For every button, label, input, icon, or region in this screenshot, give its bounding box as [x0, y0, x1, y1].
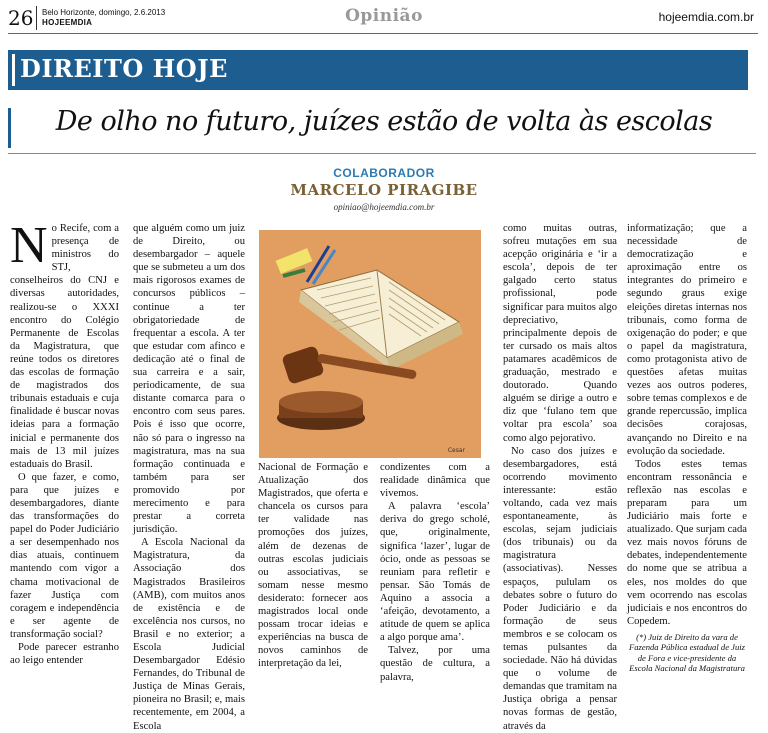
page-header [0, 0, 768, 36]
article-column-6 [627, 222, 747, 674]
paragraph: que alguém como um juiz de Direito, ou desembargador – aquele que se submeteu a um dos mais rigorosos exames de concursos públicos – continue a ter obrigatoriedade de frequentar a escola. A ter que estudar com afinco e dedicação até o final de sua carreira e a sair, periodicamente, de sua distante comarca para o encontro com seus pares. Pois é isso que ocorre, não só para o ingresso na magistratura, mas na sua formação continuada e também para ser promovido por merecimento e para prestar a correta jurisdição. [133, 223, 245, 536]
author-note: (*) Juiz de Direito da vara de Fazenda Pública estadual de Juiz de Fora e vice-presidente da Escola Nacional da Magistratura [629, 631, 745, 674]
paragraph: A Escola Nacional da Magistratura, da Associação dos Magistrados Brasileiros (AMB), com muitos anos de existência e de excelência nos cursos, no Brasil e no exterior; a Escola Judicial Desembargador Edésio Fernandes, do Tribunal de Justiça de Minas Gerais, pioneira no Brasil; e, mais recentemente, em 2004, a Escola [133, 537, 245, 732]
dateline-text: Belo Horizonte, domingo, 2.6.2013 [42, 8, 166, 17]
paper-name: HOJEEMDIA [42, 18, 93, 27]
paragraph: Todos estes temas encontram ressonância e reflexão nas escolas e preparam para um Judiciário mais forte e atualizado. Que surjam cada vez mais novos fóruns de debates, independentemente do nome que se atribua a eles, nos moldes do que vem ocorrendo nas escolas judiciais e nos encontros do Copedem. [627, 458, 748, 627]
paragraph: No Recife, com a presença de ministros do STJ, conselheiros do CNJ e diversas autoridades, realizou-se o XXXI encontro do Colégio Permanente de Escolas da Magistratura, que reúne todos os diretores das escolas de formação de magistrados dos tribunais estaduais e cuja finalidade é buscar novas ideias para a formação inicial e permanente dos mais de 13 mil juízes estaduais do Brasil. [10, 217, 119, 470]
byline-label: COLABORADOR [333, 166, 435, 180]
paragraph: informatização; que a necessidade de democratização e aproximação entre os integrantes do primeiro e segundo graus exige eleições diretas internas nos tribunais, como forma de oxigenação do poder; e que o papel da magistratura, como protagonista ativo de questões afetas muitas vezes aos outros poderes, sobre temas complexos e de grande repercussão, implica decisões corajosas, avançando no Direito e na evolução da sociedade. [627, 223, 747, 457]
paragraph: O que fazer, e como, para que juízes e desembargadores, diante das transformações do papel do Poder Judiciário a ser desempenhado nos dias atuais, continuem mantendo com vigor a chama motivacional de fazer Justiça com coragem e independência e ser agente de transformação social? [10, 471, 119, 640]
gavel-and-book-illustration [259, 230, 481, 458]
header-rule [8, 33, 758, 34]
drop-cap: N [10, 217, 48, 274]
paragraph: Pode parecer estranho ao leigo entender [10, 642, 119, 667]
paragraph: No caso dos juízes e desembargadores, está ocorrendo movimento interessante: estão voltando, cada vez mais espontaneamente, às escolas, sejam judiciais (dos tribunais) ou da magistratura (associativas). Nesses espaços, pululam os debates sobre o futuro do Poder Judiciário e da formação de seus membros e se colocam os temas pulsantes da sociedade. Não há dúvidas que o volume de demandas que tramitam na Justiça obriga a pensar novas formas de gestão, através da [503, 445, 617, 732]
banner-title: DIREITO HOJE [20, 54, 228, 83]
paragraph: como muitas outras, sofreu mutações em sua acepção originária e ‘ir a escola’, depois de ter galgado certo status profissional, pode significar para muitos algo depreciativo, principalmente depois de ter cursado os mais altos patamares acadêmicos de graduação, mestrado e doutorado. Quando alguém se dirige a outro e diz que ‘fulano tem que voltar pra escola’ soa como algo pejorativo. [503, 223, 617, 444]
column-banner [8, 50, 748, 90]
page-number: 26 [8, 6, 34, 30]
article-column-5 [503, 222, 617, 733]
illustration-credit: Cesar [447, 447, 465, 454]
paragraph: Nacional de Formação e Atualização dos Magistrados, que oferta e chancela os cursos para ter validade nas promoções dos juízes, além de dezenas de outras escolas judiciais ou associativas, se somam nesse mesmo desiderato: fornecer aos magistrados local onde possam trocar ideias e experiências na busca de novos caminhos de interpretação da lei, [258, 462, 368, 670]
paragraph: condizentes com a realidade dinâmica que vivemos. [380, 462, 490, 500]
headline: De olho no futuro, juízes estão de volta às escolas [55, 106, 713, 137]
author-name: MARCELO PIRAGIBE [290, 181, 478, 199]
headline-rule [8, 153, 756, 154]
banner-accent [12, 54, 15, 86]
site-link[interactable]: hojeemdia.com.br [658, 10, 754, 24]
paragraph: A palavra ‘escola’ deriva do grego scholé, que, originalmente, significa ‘lazer’, lugar de ócio, onde as pessoas se reuniam para refletir e pensar. São Tomás de Aquino a associa a ‘afeição, devotamento, a atitude de quem se aplica a algo porque ama’. [380, 501, 490, 644]
article-column-2 [133, 222, 245, 733]
paragraph: Talvez, por uma questão de cultura, a palavra, [380, 645, 490, 683]
article-column-3 [258, 461, 368, 671]
article-column-4 [380, 461, 490, 684]
author-email[interactable]: opiniao@hojeemdia.com.br [333, 202, 435, 212]
section-title: Opinião [345, 6, 423, 26]
article-column-1 [10, 217, 119, 667]
